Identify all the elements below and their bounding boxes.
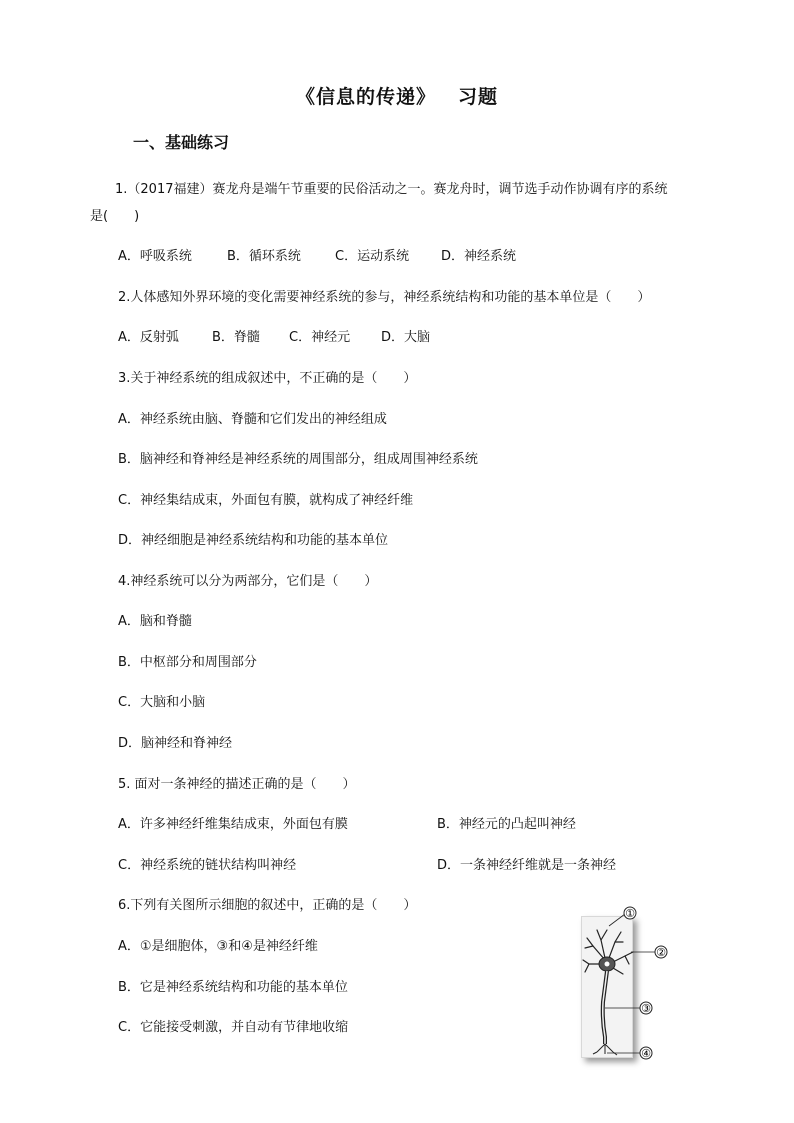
dendrite — [583, 960, 601, 964]
dendrite — [609, 932, 621, 958]
dendrite — [625, 956, 629, 964]
question-2-option-b: B．脊髓 — [212, 330, 260, 345]
question-1-stem-line2: 是( ) — [90, 209, 140, 224]
question-1-option-c: C．运动系统 — [335, 249, 410, 264]
dendrite — [613, 968, 623, 974]
question-5-option-d: D．一条神经纤维就是一条神经 — [437, 858, 617, 873]
neuron-figure — [575, 902, 685, 1062]
question-4-option-a: A．脑和脊髓 — [118, 614, 192, 629]
question-4-stem: 4.神经系统可以分为两部分，它们是（ ） — [118, 574, 378, 589]
question-3-option-b: B．脑神经和脊神经是神经系统的周围部分，组成周围神经系统 — [118, 452, 478, 467]
title-sub: 习题 — [458, 86, 499, 108]
label-2: ② — [656, 946, 666, 959]
question-3-stem: 3.关于神经系统的组成叙述中，不正确的是（ ） — [118, 371, 417, 386]
question-6-stem: 6.下列有关图所示细胞的叙述中，正确的是（ ） — [118, 898, 417, 913]
question-2-option-d: D．大脑 — [381, 330, 431, 345]
page-title — [0, 82, 794, 109]
nucleus — [605, 962, 610, 967]
section-heading: 一、基础练习 — [133, 133, 230, 152]
question-2-option-c: C．神经元 — [289, 330, 351, 345]
question-6-option-a: A．①是细胞体，③和④是神经纤维 — [118, 939, 318, 954]
leader-line-1 — [609, 914, 625, 926]
question-5-option-c: C．神经系统的链状结构叫神经 — [118, 858, 297, 873]
question-5-option-a: A．许多神经纤维集结成束，外面包有膜 — [118, 817, 348, 832]
neuron-diagram — [575, 902, 685, 1062]
axon-terminal — [593, 1052, 597, 1054]
question-4-option-d: D．脑神经和脊神经 — [118, 736, 233, 751]
question-3-option-d: D．神经细胞是神经系统结构和功能的基本单位 — [118, 533, 389, 548]
question-2-stem: 2.人体感知外界环境的变化需要神经系统的参与，神经系统结构和功能的基本单位是（ ） — [118, 290, 651, 305]
axon-terminal — [605, 1044, 613, 1052]
question-1-option-b: B．循环系统 — [227, 249, 301, 264]
dendrite — [587, 938, 605, 960]
question-5-option-b: B．神经元的凸起叫神经 — [437, 817, 576, 832]
dendrite — [585, 964, 589, 972]
question-4-option-b: B．中枢部分和周围部分 — [118, 655, 257, 670]
label-3: ③ — [641, 1002, 651, 1015]
question-5-stem: 5. 面对一条神经的描述正确的是（ ） — [118, 777, 356, 792]
dendrite — [613, 952, 633, 962]
question-4-option-c: C．大脑和小脑 — [118, 695, 206, 710]
question-1-option-d: D．神经系统 — [441, 249, 517, 264]
axon-terminal — [613, 1052, 617, 1055]
title-main: 《信息的传递》 — [295, 86, 436, 108]
axon-terminal — [597, 1044, 605, 1052]
question-3-option-a: A．神经系统由脑、脊髓和它们发出的神经组成 — [118, 412, 387, 427]
question-2-option-a: A．反射弧 — [118, 330, 179, 345]
question-6-option-c: C．它能接受刺激，并自动有节律地收缩 — [118, 1020, 349, 1035]
question-3-option-c: C．神经集结成束，外面包有膜，就构成了神经纤维 — [118, 493, 414, 508]
dendrite — [585, 946, 593, 948]
question-6-option-b: B．它是神经系统结构和功能的基本单位 — [118, 980, 348, 995]
dendrite — [601, 930, 607, 940]
label-4: ④ — [641, 1047, 651, 1060]
question-1-stem-line1: 1.（2017福建）赛龙舟是端午节重要的民俗活动之一。赛龙舟时，调节选手动作协调有序的系统 — [115, 182, 668, 197]
label-1: ① — [625, 907, 635, 920]
question-1-option-a: A．呼吸系统 — [118, 249, 192, 264]
